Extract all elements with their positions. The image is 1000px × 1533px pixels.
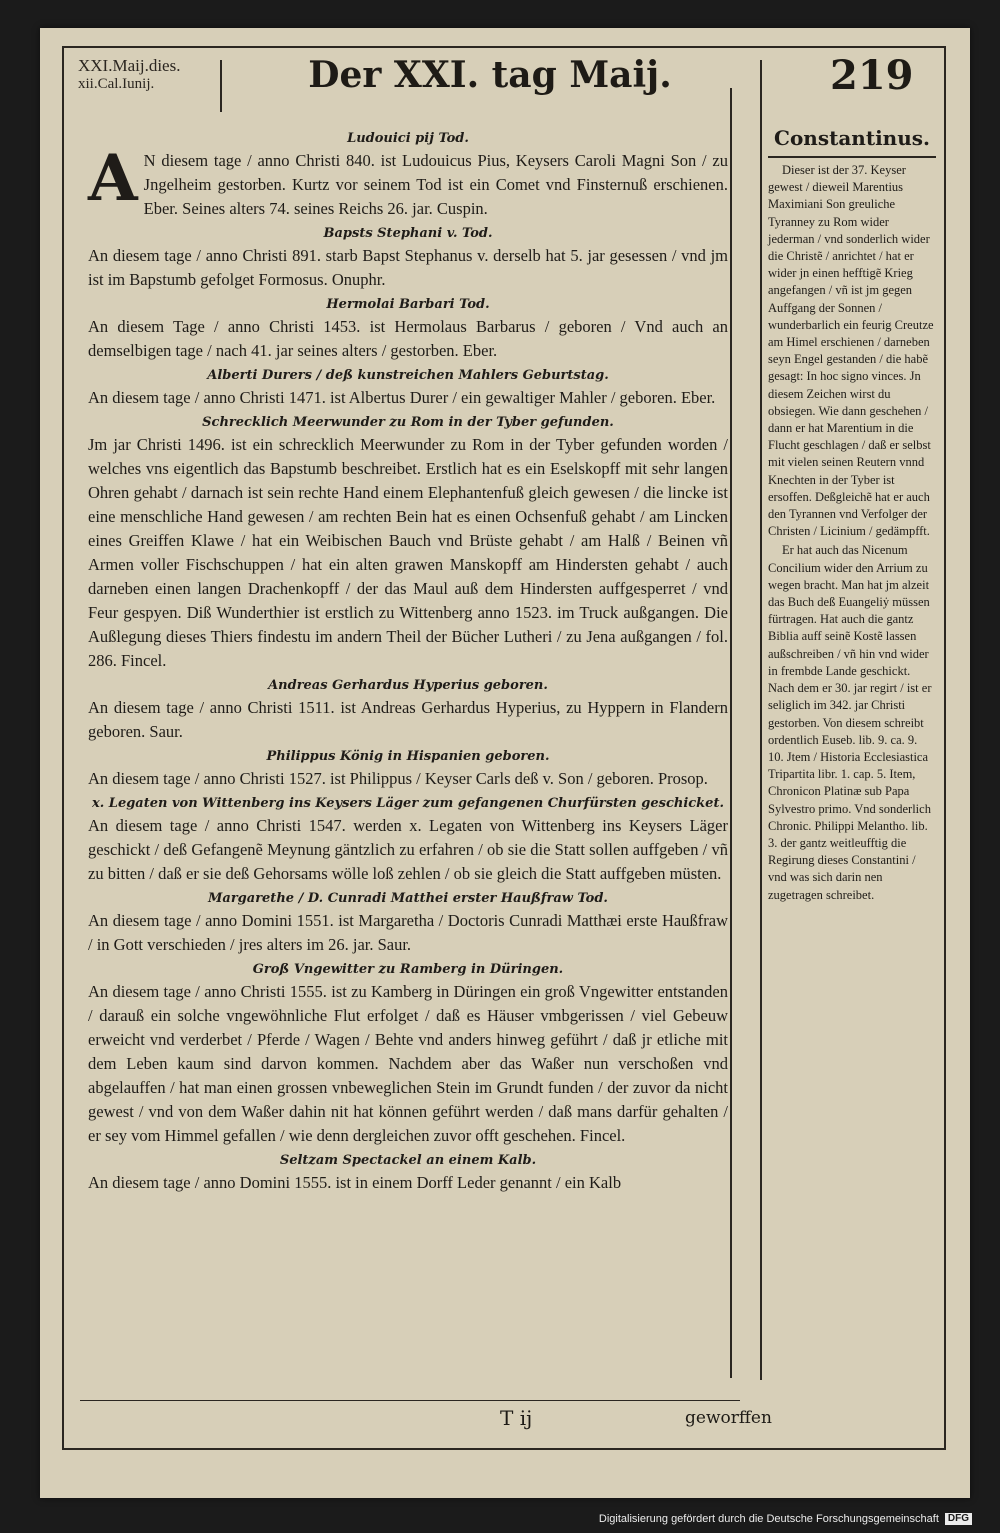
sidebar-column (768, 126, 936, 906)
section-body: An diesem tage / anno Christi 1547. werden x. Legaten von Wittenberg ins Keysers Läger geschickt / deß Gefangenẽ Meynung gäntzlich zu erfahren / ob sie die Statt sollen auffgeben / vñ zu bitten / daß er sie deß Gehorsams wölle loß zehlen / ob sie gleich die Statt auffgeben müsten. (88, 816, 728, 883)
section-heading: Groß Vngewitter zu Ramberg in Düringen. (252, 962, 564, 977)
section-heading: Margarethe / D. Cunradi Matthei erster Haußfraw Tod. (208, 891, 608, 906)
header-date-line2: xii.Cal.Iunij. (78, 76, 155, 92)
section-body: An diesem tage / anno Christi 1471. ist Albertus Durer / ein gewaltiger Mahler / geboren. Eber. (88, 388, 716, 407)
header-divider (220, 60, 222, 112)
section-heading: Philippus König in Hispanien geboren. (266, 749, 550, 764)
signature-mark: T ij (500, 1406, 533, 1430)
column-rule-inner (730, 88, 732, 1378)
page-number: 219 (830, 52, 914, 99)
digitization-credit (599, 1513, 972, 1525)
section-heading: Seltzam Spectackel an einem Kalb. (279, 1153, 537, 1168)
section-heading: Andreas Gerhardus Hyperius geboren. (268, 678, 548, 693)
section-body: An diesem tage / anno Christi 1527. ist Philippus / Keyser Carls deß v. Son / geboren. Prosop. (88, 769, 708, 788)
section-body: An diesem tage / anno Christi 1511. ist Andreas Gerhardus Hyperius, zu Hyppern in Flandern geboren. Saur. (88, 698, 728, 741)
section-body: An diesem tage / anno Domini 1555. ist in einem Dorff Leder genannt / ein Kalb (88, 1173, 622, 1192)
section-heading: Schrecklich Meerwunder zu Rom in der Tyber gefunden. (202, 415, 614, 430)
section-body: An diesem Tage / anno Christi 1453. ist Hermolaus Barbarus / geboren / Vnd auch an demselbigen tage / nach 41. jar seines alters / gestorben. Eber. (88, 317, 728, 360)
section-body: An diesem tage / anno Domini 1551. ist Margaretha / Doctoris Cunradi Matthæi erste Haußfraw / in Gott verschieden / jres alters im 26. jar. Saur. (88, 911, 728, 954)
section-heading: Hermolai Barbari Tod. (326, 297, 490, 312)
section-body: An diesem tage / anno Christi 1555. ist zu Kamberg in Düringen ein groß Vngewitter entstanden / darauß ein solche vngewöhnliche Flut erfolget / daß es Häuser vmbgerissen / viel Gebeuw erweicht vnd verderbet / Pferde / Wagen / Behte vnd anders hinweg geführt / daß jr etliche mit dem Leben kaum sind darvon kommen. Nachdem aber das Waßer nun verschoßen vnd abgelauffen / hat man einen grossen vnbeweglichen Stein im Grundt funden / der zuvor da nicht gewest / vnd von dem Waßer dahin nit hat können geführt werden / daß mans darfür gehalten / er sey vom Himmel gefallen / wie denn dergleichen zuvor offt geschehen. Fincel. (88, 982, 728, 1145)
section-heading: Ludouici pij Tod. (347, 131, 469, 146)
main-column (88, 126, 728, 1197)
header-date-line1: XXI.Maij.dies. (78, 56, 181, 75)
section-heading: Alberti Durers / deß kunstreichen Mahlers Geburtstag. (207, 368, 609, 383)
section-body: An diesem tage / anno Christi 891. starb Bapst Stephanus v. derselb hat 5. jar gesessen / vnd jm ist im Bapstumb gefolget Formosus. Onuphr. (88, 246, 728, 289)
section-heading: x. Legaten von Wittenberg ins Keysers Läger zum gefangenen Churfürsten geschicket. (92, 796, 724, 811)
section-heading: Bapsts Stephani v. Tod. (323, 226, 493, 241)
footer-rule (80, 1400, 740, 1401)
book-page (40, 28, 970, 1498)
section-body: Jm jar Christi 1496. ist ein schrecklich Meerwunder zu Rom in der Tyber gefunden worden / welches vns eigentlich das Bapstumb beschreibet. Erstlich hat es ein Eselskopff mit sehr langen Ohren gehabt / darnach ist sein rechte Hand einem Elephantenfuß gleich gewesen / die lincke ist eine menschliche Hand gewesen / am rechten Bein hat es einen Ochsenfuß gehabt / am Lincken eines Greiffen Klawe / hat ein Weibischen Bauch vnd Brüste gehabt / am Halß / Beinen vñ Armen voller Fischschuppen / hat ein alten grawen Manskopff am Hindersten gehabt / auch darneben einen langen Drachenkopff / der das Maul auß dem Hindersten auffgesperret / vnd Feur gespyen. Diß Wunderthier ist erstlich zu Wittenberg anno 1523. im Truck außgangen. Die Außlegung dieses Thiers findestu im andern Theil der Bücher Lutheri / zu Jena außgangen / fol. 286. Fincel. (88, 435, 728, 670)
sidebar-paragraph: Dieser ist der 37. Keyser gewest / dieweil Marentius Maximiani Son greuliche Tyranney zu Rom wider jederman / vnd sonderlich wider die Christẽ / anrichtet / hat er wider jn einen hefftigẽ Krieg angefangen / vñ ist jm gegen Auffgang der Sonnen / wunderbarlich ein feurig Creutze am Himel erschienen / darneben seyn Engel gestanden / die habẽ gesagt: In hoc signo vinces. Jn diesem Zeichen wirst du obsiegen. Wie dann geschehen / dann er hat Marentium in die Flucht geschlagen / daß er selbst mit vielen seinen Reutern vnnd Knechten in der Tyber ist ersoffen. Deßgleichẽ hat er auch den Tyrannen vnd Verfolger der Christen / Licinium / gedämpfft. (768, 163, 934, 539)
dfg-logo: DFG (945, 1513, 972, 1525)
column-rule-outer (760, 60, 762, 1380)
header-date-box (78, 56, 218, 94)
section-body: AN diesem tage / anno Christi 840. ist Ludouicus Pius, Keysers Caroli Magni Son / zu Jngelheim gestorben. Kurtz vor seinem Tod ist ein Comet vnd Finsternuß erschienen. Eber. Seines alters 74. seines Reichs 26. jar. Cuspin. (88, 141, 728, 218)
page-title: Der XXI. tag Maij. (308, 54, 672, 96)
sidebar-title: Constantinus. (768, 126, 936, 158)
catchword: geworffen (685, 1408, 772, 1428)
credit-text: Digitalisierung gefördert durch die Deutsche Forschungsgemeinschaft (598, 1513, 939, 1525)
sidebar-paragraph: Er hat auch das Nicenum Concilium wider den Arrium zu wegen bracht. Man hat jm alzeit das Buch deß Euangeliẏ müssen fürtragen. Hat auch die gantz Biblia auff seinẽ Kostẽ lassen außschreiben / vñ hin vnd wider in frembde Lande geschickt. Nach dem er 30. jar regirt / ist er seliglich im 342. jar Christi gestorben. Von diesem schreibt ordentlich Euseb. lib. 9. ca. 9. 10. Jtem / Historia Ecclesiastica Tripartita libr. 1. cap. 5. Item, Chronicon Platinæ sub Papa Sylvestro primo. Vnd sonderlich Chronic. Philippi Melantho. lib. 3. der gantz weitleufftig die Regirung dieses Constantini / vnd was sich darin nen zugetragen schreibet. (768, 543, 932, 902)
